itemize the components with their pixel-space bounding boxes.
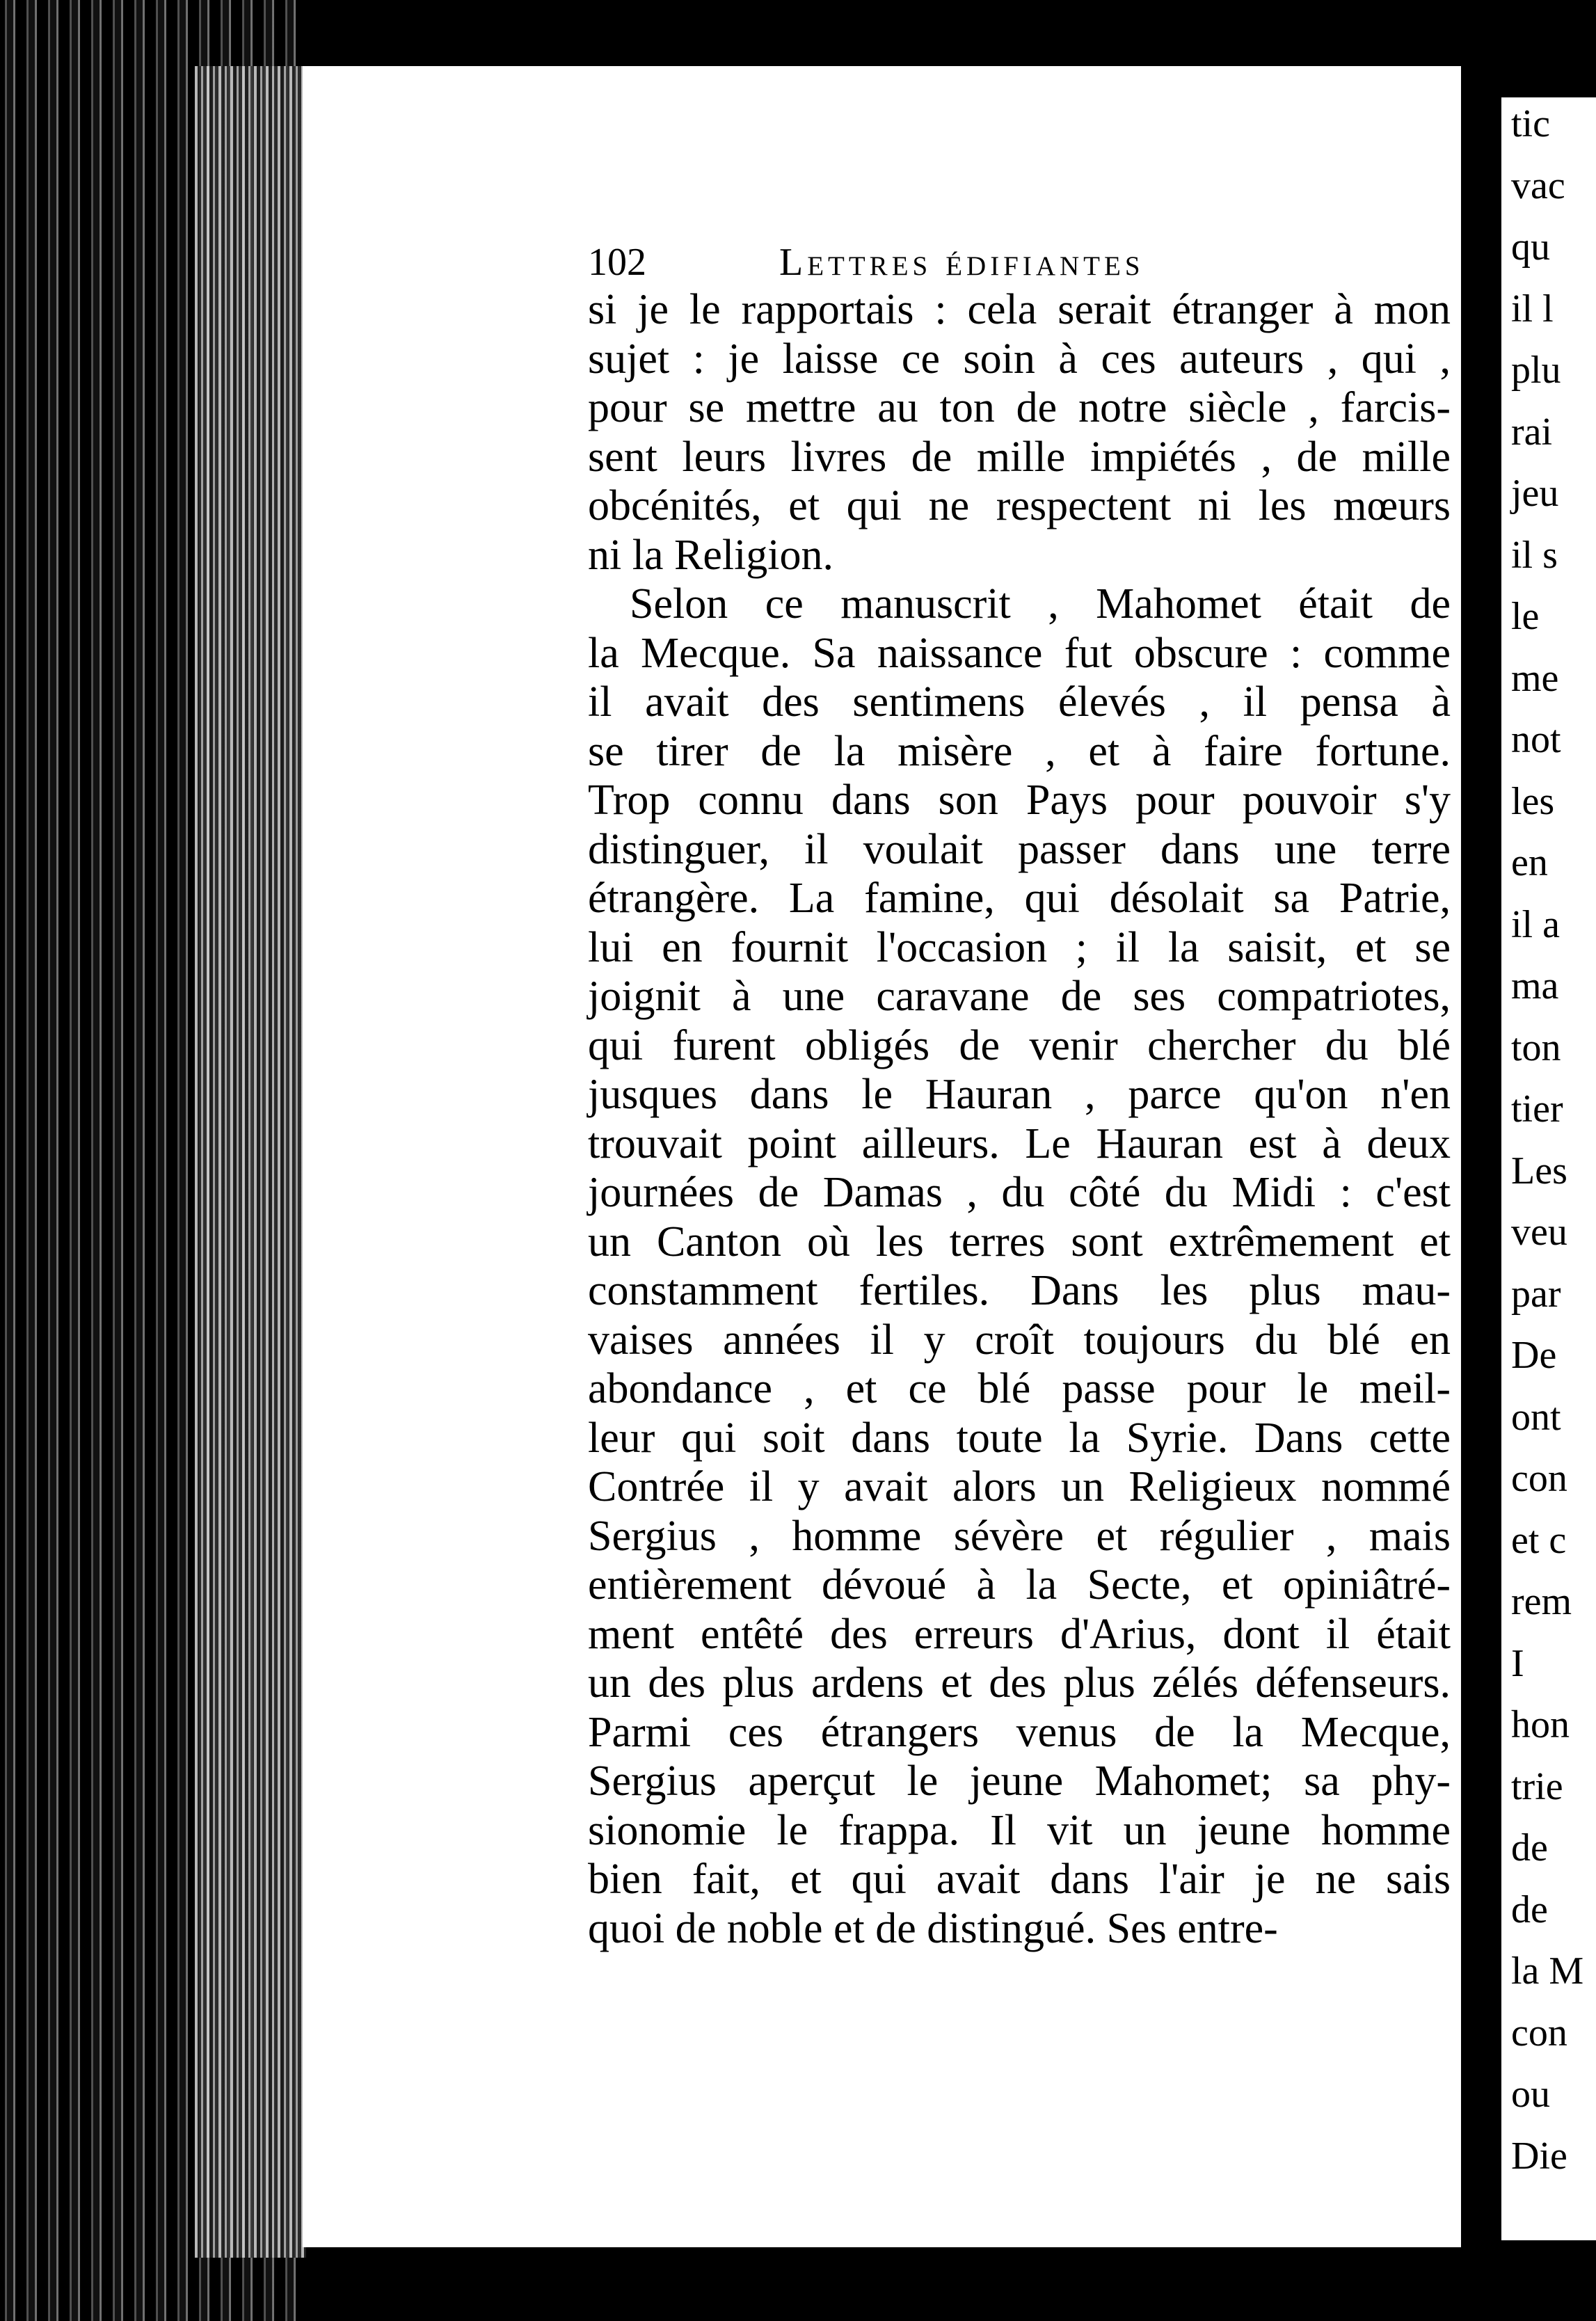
facing-page-line: tier [1511,1087,1563,1131]
text-line: Trop connu dans son Pays pour pouvoir s'y [588,776,1451,824]
text-line: ni la Religion. [588,531,834,579]
text-line: sujet : je laisse ce soin à ces auteurs , qui , [588,335,1451,383]
text-line: lui en fournit l'occasion ; il la saisit, et se [588,923,1451,971]
text-line: obcénités, et qui ne respectent ni les mœurs [588,482,1451,529]
facing-page-line: veu [1511,1211,1567,1254]
facing-page-line: de [1511,1826,1548,1869]
text-line: Sergius aperçut le jeune Mahomet; sa phy- [588,1757,1451,1805]
text-line: qui furent obligés de venir chercher du blé [588,1021,1451,1069]
facing-page-line: de [1511,1888,1548,1931]
text-line: quoi de noble et de distingué. Ses entre- [588,1904,1278,1952]
facing-page-line: con [1511,1457,1567,1500]
facing-page-line: et c [1511,1518,1567,1562]
text-line: sent leurs livres de mille impiétés , de mille [588,433,1451,481]
facing-page-line: ont [1511,1395,1561,1439]
facing-page-line: con [1511,2011,1567,2055]
facing-page-line: qu [1511,225,1550,269]
facing-page-line: il s [1511,533,1558,577]
book-gutter [1461,77,1501,2240]
text-line: Sergius , homme sévère et régulier , mais [588,1512,1451,1560]
facing-page-line: I [1511,1641,1524,1685]
text-line: pour se mettre au ton de notre siècle , farcis- [588,384,1451,431]
text-line: Selon ce manuscrit , Mahomet était de [630,580,1451,628]
facing-page-line: tic [1511,102,1550,145]
text-line: un Canton où les terres sont extrêmement et [588,1218,1451,1266]
text-line: bien fait, et qui avait dans l'air je ne sais [588,1856,1451,1903]
running-title: Lettres édifiantes [779,241,1144,284]
text-line: entièrement dévoué à la Secte, et opiniâtré- [588,1561,1451,1609]
text-line: journées de Damas , du côté du Midi : c'est [588,1169,1451,1216]
facing-page-line: la M [1511,1949,1584,1993]
text-line: Contrée il y avait alors un Religieux nommé [588,1463,1451,1510]
text-line: ment entêté des erreurs d'Arius, dont il était [588,1610,1451,1658]
facing-page-line: Die [1511,2134,1567,2178]
facing-page-line: ou [1511,2073,1550,2116]
text-line: abondance , et ce blé passe pour le meil- [588,1365,1451,1412]
facing-page-line: il l [1511,287,1554,330]
facing-page-line: il a [1511,902,1560,946]
facing-page-line: ma [1511,964,1559,1007]
facing-page-line: De [1511,1334,1557,1377]
facing-page-line: rem [1511,1580,1572,1623]
facing-page-line: vac [1511,163,1565,207]
text-line: distinguer, il voulait passer dans une terre [588,825,1451,873]
facing-page-line: le [1511,595,1540,638]
text-line: si je le rapportais : cela serait étranger à mon [588,286,1451,333]
text-line: étrangère. La famine, qui désolait sa Patrie, [588,875,1451,922]
text-line: constamment fertiles. Dans les plus mau- [588,1267,1451,1314]
facing-page-line: les [1511,779,1555,823]
facing-page-line: ton [1511,1026,1561,1069]
text-line: joignit à une caravane de ses compatriotes, [588,973,1451,1020]
page-edges-stack [195,66,306,2258]
facing-page-line: rai [1511,410,1553,454]
text-line: leur qui soit dans toute la Syrie. Dans cette [588,1414,1451,1462]
facing-page-line: Les [1511,1149,1567,1193]
text-line: trouvait point ailleurs. Le Hauran est à deux [588,1119,1451,1167]
facing-page-line: not [1511,718,1561,761]
facing-page-line: plu [1511,349,1561,392]
text-line: se tirer de la misère , et à faire fortune. [588,727,1451,775]
text-line: la Mecque. Sa naissance fut obscure : comme [588,629,1451,677]
facing-page-line: jeu [1511,472,1559,515]
facing-page-line: hon [1511,1703,1570,1746]
text-line: sionomie le frappa. Il vit un jeune homme [588,1806,1451,1854]
text-line: vaises années il y croît toujours du blé en [588,1316,1451,1364]
facing-page-fragment [1501,97,1596,2240]
body-text [588,285,1451,1953]
facing-page-line: me [1511,656,1559,700]
page-header [588,240,1304,289]
text-line: Parmi ces étrangers venus de la Mecque, [588,1708,1451,1756]
facing-page-line: en [1511,841,1548,884]
facing-page-line: trie [1511,1764,1563,1808]
facing-page-line: par [1511,1272,1561,1316]
text-line: un des plus ardens et des plus zélés défenseurs. [588,1659,1451,1707]
text-line: jusques dans le Hauran , parce qu'on n'en [588,1071,1451,1118]
page-number: 102 [588,241,646,284]
text-line: il avait des sentimens élevés , il pensa à [588,678,1451,726]
